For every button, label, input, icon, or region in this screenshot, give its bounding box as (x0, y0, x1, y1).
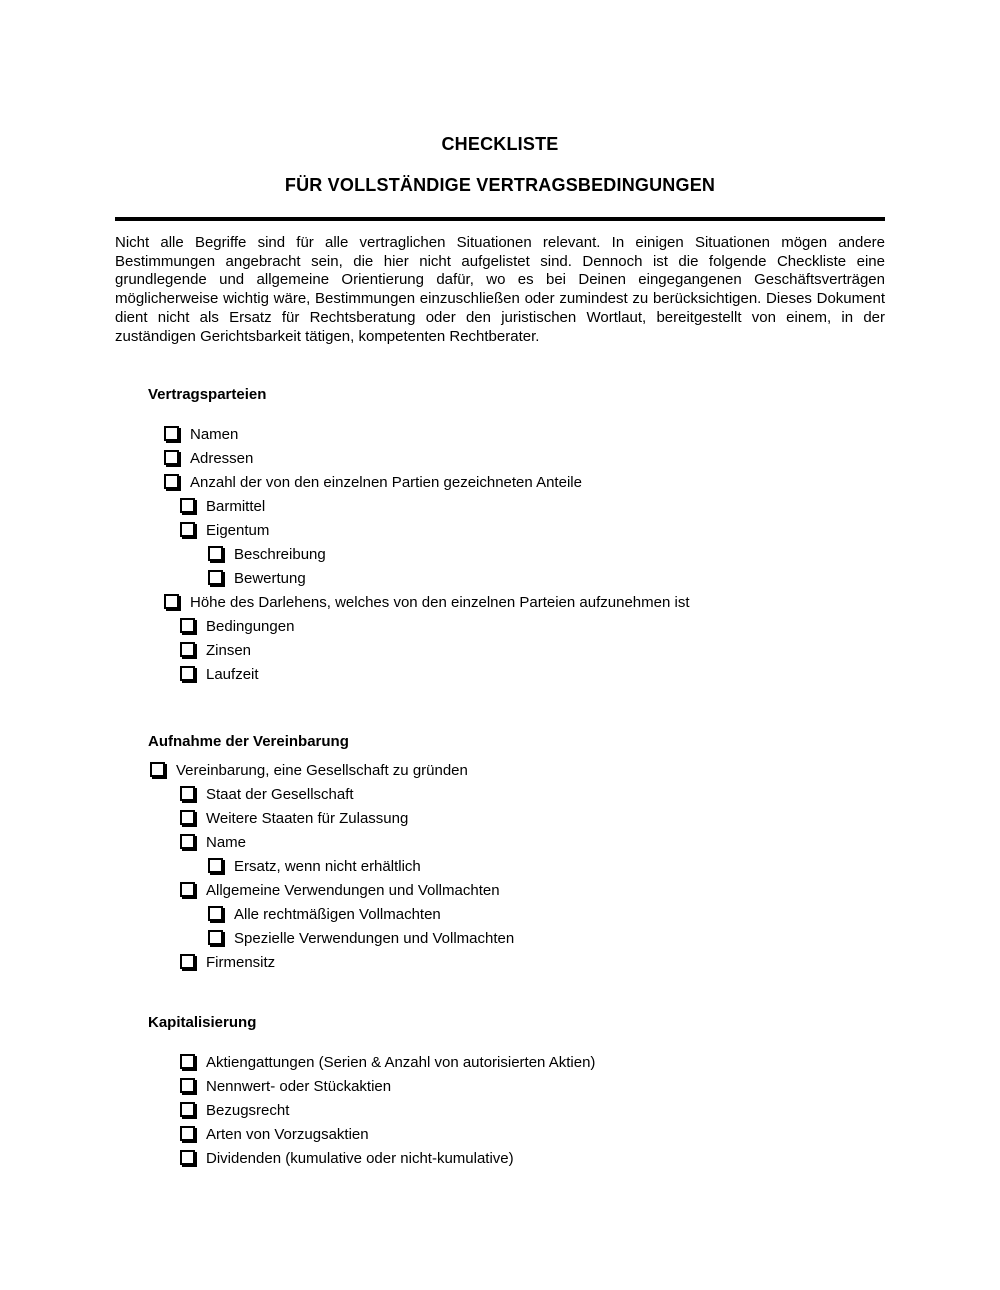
checklist-item (164, 446, 885, 470)
checklist-item (164, 590, 885, 614)
checklist-item-label: Spezielle Verwendungen und Vollmachten (234, 929, 515, 947)
checkbox-icon (208, 546, 223, 561)
section-heading: Aufnahme der Vereinbarung (148, 733, 349, 751)
checkbox-icon (164, 426, 179, 441)
checklist-item-label: Vereinbarung, eine Gesellschaft zu gründen (176, 761, 468, 779)
checklist-item (180, 950, 885, 974)
checkbox-icon (180, 1126, 195, 1141)
doc-title: CHECKLISTE (441, 134, 559, 154)
checklist-item (180, 1122, 885, 1146)
checklist-item-label: Barmittel (206, 497, 266, 515)
checklist-item (208, 926, 885, 950)
checkbox-icon (180, 786, 195, 801)
checklist-item (208, 902, 885, 926)
checklist-item-label: Arten von Vorzugsaktien (206, 1125, 369, 1143)
checklist (115, 758, 885, 974)
checklist (115, 1050, 885, 1170)
checkbox-icon (180, 618, 195, 633)
checkbox-icon (164, 474, 179, 489)
checklist-item (180, 1098, 885, 1122)
checklist-item (208, 566, 885, 590)
checklist-item-label: Beschreibung (234, 545, 326, 563)
checklist-item (150, 758, 885, 782)
checklist-item (208, 542, 885, 566)
checklist-item-label: Ersatz, wenn nicht erhältlich (234, 857, 421, 875)
section-heading: Kapitalisierung (148, 1014, 257, 1032)
document-content (0, 133, 1000, 196)
checklist-item-label: Alle rechtmäßigen Vollmachten (234, 905, 441, 923)
checklist-item-label: Dividenden (kumulative oder nicht-kumulative) (206, 1149, 514, 1167)
checklist-item (180, 662, 885, 686)
checkbox-icon (208, 858, 223, 873)
checklist-item-label: Adressen (190, 449, 254, 467)
checkbox-icon (180, 882, 195, 897)
checkbox-icon (180, 498, 195, 513)
checklist-item-label: Bewertung (234, 569, 306, 587)
checkbox-icon (208, 906, 223, 921)
title-divider (115, 217, 885, 221)
checkbox-icon (180, 834, 195, 849)
checklist-item-label: Weitere Staaten für Zulassung (206, 809, 409, 827)
checklist-item-label: Höhe des Darlehens, welches von den einzelnen Parteien aufzunehmen ist (190, 593, 690, 611)
document-body (0, 234, 1000, 1170)
checkbox-icon (180, 522, 195, 537)
checklist-item-label: Name (206, 833, 247, 851)
checkbox-icon (164, 594, 179, 609)
checkbox-icon (150, 762, 165, 777)
checklist-item (180, 830, 885, 854)
checklist-item-label: Bezugsrecht (206, 1101, 290, 1119)
checklist-item-label: Laufzeit (206, 665, 259, 683)
checklist-item-label: Anzahl der von den einzelnen Partien gezeichneten Anteile (190, 473, 582, 491)
checklist-item (208, 854, 885, 878)
checklist-item (164, 470, 885, 494)
checklist-item (180, 614, 885, 638)
checkbox-icon (180, 1078, 195, 1093)
checklist (115, 422, 885, 686)
checklist-item-label: Allgemeine Verwendungen und Vollmachten (206, 881, 500, 899)
checklist-section (115, 732, 885, 974)
checkbox-icon (208, 570, 223, 585)
checklist-item (180, 1050, 885, 1074)
checkbox-icon (208, 930, 223, 945)
checklist-section (115, 1013, 885, 1170)
checkbox-icon (180, 810, 195, 825)
checklist-item-label: Staat der Gesellschaft (206, 785, 354, 803)
checkbox-icon (180, 954, 195, 969)
checkbox-icon (180, 642, 195, 657)
checklist-item-label: Namen (190, 425, 239, 443)
checklist-item (164, 422, 885, 446)
section-heading: Vertragsparteien (148, 386, 267, 404)
checklist-item (180, 782, 885, 806)
checklist-item (180, 494, 885, 518)
checkbox-icon (180, 1102, 195, 1117)
checklist-item-label: Nennwert- oder Stückaktien (206, 1077, 392, 1095)
checklist-item-label: Firmensitz (206, 953, 276, 971)
checkbox-icon (164, 450, 179, 465)
doc-subtitle: FÜR VOLLSTÄNDIGE VERTRAGSBEDINGUNGEN (284, 175, 716, 195)
intro-paragraph: Nicht alle Begriffe sind für alle vertraglichen Situationen relevant. In einigen Situationen mögen andere Bestimmungen angebracht sein, die hier nicht aufgelistet sind. Dennoch ist die folgende Checkliste eine grundlegende und allgemeine Orientierung dafür, wo es bei Deinen eingegangenen Geschäftsverträgen möglicherweise wichtig wäre, Bestimmungen einzuschließen oder zumindest zu berücksichtigen. Dieses Dokument dient nicht als Ersatz für Rechtsberatung oder den juristischen Wortlaut, bereitgestellt von einem, in der zuständigen Gerichtsbarkeit tätigen, kompetenten Rechtberater. (115, 234, 885, 345)
checklist-section (115, 385, 885, 686)
checklist-item (180, 1074, 885, 1098)
checklist-sections (115, 385, 885, 1170)
checklist-item-label: Aktiengattungen (Serien & Anzahl von autorisierten Aktien) (206, 1053, 596, 1071)
checklist-item (180, 878, 885, 902)
checkbox-icon (180, 1150, 195, 1165)
checklist-item (180, 638, 885, 662)
checkbox-icon (180, 1054, 195, 1069)
checklist-item-label: Bedingungen (206, 617, 295, 635)
checklist-item-label: Eigentum (206, 521, 270, 539)
checkbox-icon (180, 666, 195, 681)
checklist-item (180, 1146, 885, 1170)
checklist-item (180, 518, 885, 542)
checklist-item-label: Zinsen (206, 641, 252, 659)
checklist-item (180, 806, 885, 830)
